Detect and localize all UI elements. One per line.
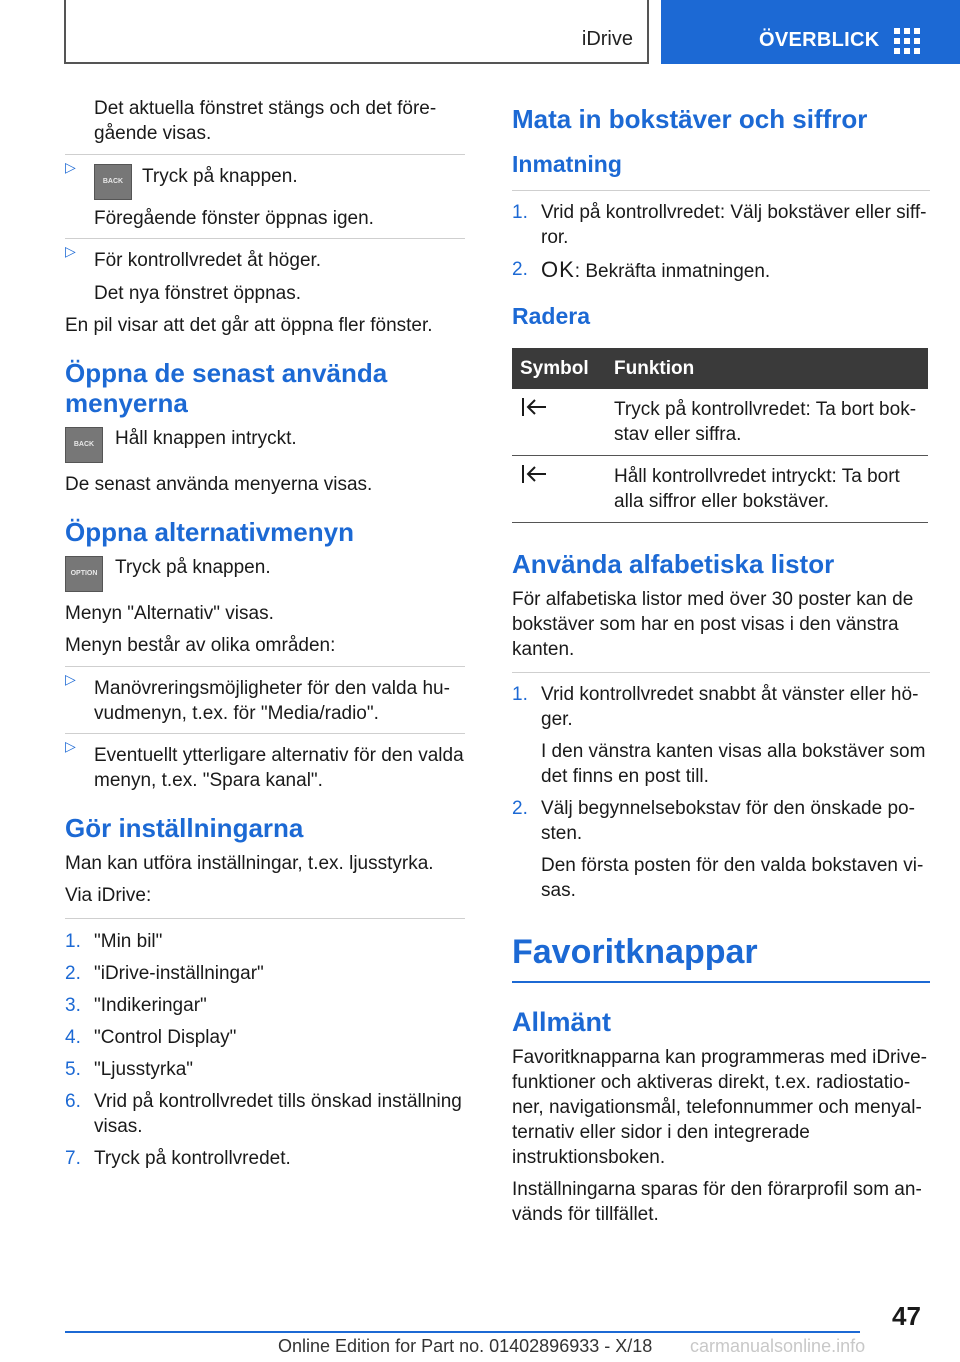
heading-general: Allmänt	[512, 1007, 612, 1037]
instruction-text: Håll knappen intryckt.	[115, 428, 297, 449]
step-number: 4.	[65, 1027, 81, 1048]
paragraph: Man kan utföra inställningar, t.ex. ljusstyrka.	[65, 853, 434, 874]
step-number: 1.	[65, 931, 81, 952]
list-item	[65, 733, 465, 793]
paragraph: Menyn består av olika områden:	[65, 635, 336, 656]
step-item	[65, 1089, 465, 1139]
table-cell-function: Tryck på kontrollvredet: Ta bort bokstav eller siffra.	[606, 389, 928, 456]
step-text: Tryck på kontrollvredet.	[94, 1148, 291, 1169]
list-item-sub: Det nya fönstret öppnas.	[94, 283, 302, 304]
step-number: 2.	[512, 798, 528, 819]
step-text: "Control Display"	[94, 1027, 237, 1048]
list-item-sub: Föregående fönster öppnas igen.	[94, 208, 374, 229]
step-item	[65, 1025, 465, 1050]
step-text: Välj begynnelsebokstav för den önskade posten.	[541, 798, 915, 844]
paragraph: Via iDrive:	[65, 885, 152, 906]
heading-options-menu: Öppna alternativmenyn	[65, 517, 354, 547]
heading-entry: Inmatning	[512, 151, 622, 177]
step-text: Vrid kontrollvredet snabbt åt vänster eller höger.	[541, 684, 919, 730]
step-number: 6.	[65, 1091, 81, 1112]
step-text: "Indikeringar"	[94, 995, 207, 1016]
chapter-title: ÖVERBLICK	[759, 29, 880, 51]
step-text: Vrid på kontrollvredet tills önskad inställning visas.	[94, 1091, 462, 1137]
chapter-tab[interactable]	[661, 0, 960, 64]
triangle-bullet-icon: ▷	[65, 243, 76, 259]
delete-arrow-icon	[520, 397, 548, 417]
right-column	[512, 96, 930, 1234]
step-sub: Den första posten för den valda bokstaven visas.	[541, 855, 924, 901]
paragraph: Favoritknapparna kan programmeras med iDrive-funktioner och aktiveras direkt, t.ex. radiostationer, navigationsmål, telefonnummer och menyalternativ eller sidor i den integrerade instruktionsboken.	[512, 1047, 927, 1168]
table-row	[512, 389, 928, 456]
button-instruction	[65, 555, 465, 592]
list-item	[65, 154, 465, 231]
grid-icon	[894, 28, 920, 54]
footer-divider	[65, 1331, 860, 1333]
paragraph: För alfabetiska listor med över 30 poster kan de bokstäver som har en post visas i den vänstra kanten.	[512, 589, 914, 660]
step-number: 3.	[65, 995, 81, 1016]
heading-input: Mata in bokstäver och siffror	[512, 104, 868, 134]
step-text: : Bekräfta inmatningen.	[574, 261, 771, 282]
heading-delete: Radera	[512, 303, 590, 329]
heading-favorites: Favoritknappar	[512, 931, 930, 983]
instruction-text: Tryck på knappen.	[115, 557, 271, 578]
step-item	[512, 796, 930, 903]
option-button-image: OPTION	[65, 556, 103, 592]
step-item	[65, 993, 465, 1018]
list-item-text: Manövreringsmöjligheter för den valda huvudmenyn, t.ex. för "Media/radio".	[94, 678, 450, 724]
step-number: 2.	[65, 963, 81, 984]
paragraph: De senast använda menyerna visas.	[65, 474, 373, 495]
delete-table	[512, 348, 928, 523]
step-number: 5.	[65, 1059, 81, 1080]
step-number: 2.	[512, 259, 528, 280]
header-left-frame	[64, 0, 649, 64]
heading-alphabetic-lists: Använda alfabetiska listor	[512, 549, 835, 579]
steps-list	[65, 918, 465, 1171]
table-cell-symbol	[512, 389, 606, 456]
paragraph: Menyn "Alternativ" visas.	[65, 603, 274, 624]
back-button-image: BACK	[65, 427, 103, 463]
table-header-row	[512, 348, 928, 389]
step-text: Vrid på kontrollvredet: Välj bokstäver eller siffror.	[541, 202, 927, 248]
table-header-symbol: Symbol	[512, 348, 606, 389]
step-sub: I den vänstra kanten visas alla bokstäver som det finns en post till.	[541, 741, 926, 787]
paragraph: Det aktuella fönstret stängs och det föregående visas.	[94, 98, 437, 144]
step-item	[65, 1057, 465, 1082]
step-item	[65, 1146, 465, 1171]
list-item	[65, 666, 465, 726]
step-number: 1.	[512, 684, 528, 705]
page-number: 47	[892, 1301, 921, 1331]
heading-settings: Gör inställningarna	[65, 813, 304, 843]
step-item	[512, 257, 930, 284]
paragraph: En pil visar att det går att öppna fler fönster.	[65, 315, 433, 336]
list-item-text: För kontrollvredet åt höger.	[94, 250, 322, 271]
list-item-text: Eventuellt ytterligare alternativ för den valda menyn, t.ex. "Spara kanal".	[94, 745, 464, 791]
heading-recent-menus: Öppna de senast använda menyerna	[65, 358, 388, 418]
entry-list	[512, 190, 930, 284]
triangle-bullet-icon: ▷	[65, 738, 76, 754]
button-instruction	[65, 426, 465, 463]
table-row	[512, 456, 928, 523]
step-text: "Ljusstyrka"	[94, 1059, 194, 1080]
table-header-function: Funktion	[606, 348, 928, 389]
list-item	[65, 238, 465, 306]
step-item	[512, 682, 930, 789]
alpha-list	[512, 672, 930, 903]
paragraph: Inställningarna sparas för den förarprofil som används för tillfället.	[512, 1179, 922, 1225]
ok-symbol: OK	[541, 257, 575, 282]
back-button-image: BACK	[94, 164, 132, 200]
step-item	[512, 200, 930, 250]
list-item-text: Tryck på knappen.	[142, 166, 298, 187]
step-number: 1.	[512, 202, 528, 223]
table-cell-function: Håll kontrollvredet intryckt: Ta bort alla siffror eller bokstäver.	[606, 456, 928, 523]
triangle-bullet-icon: ▷	[65, 159, 76, 175]
section-title: iDrive	[581, 28, 633, 50]
table-cell-symbol	[512, 456, 606, 523]
step-text: "iDrive-inställningar"	[94, 963, 264, 984]
footer-edition: Online Edition for Part no. 01402896933 - X/18	[278, 1336, 653, 1356]
left-column	[65, 96, 465, 1178]
step-text: "Min bil"	[94, 931, 163, 952]
step-item	[65, 961, 465, 986]
footer-watermark: carmanualsonline.info	[690, 1336, 866, 1356]
step-item	[65, 929, 465, 954]
step-number: 7.	[65, 1148, 81, 1169]
delete-arrow-icon	[520, 464, 548, 484]
triangle-bullet-icon: ▷	[65, 671, 76, 687]
